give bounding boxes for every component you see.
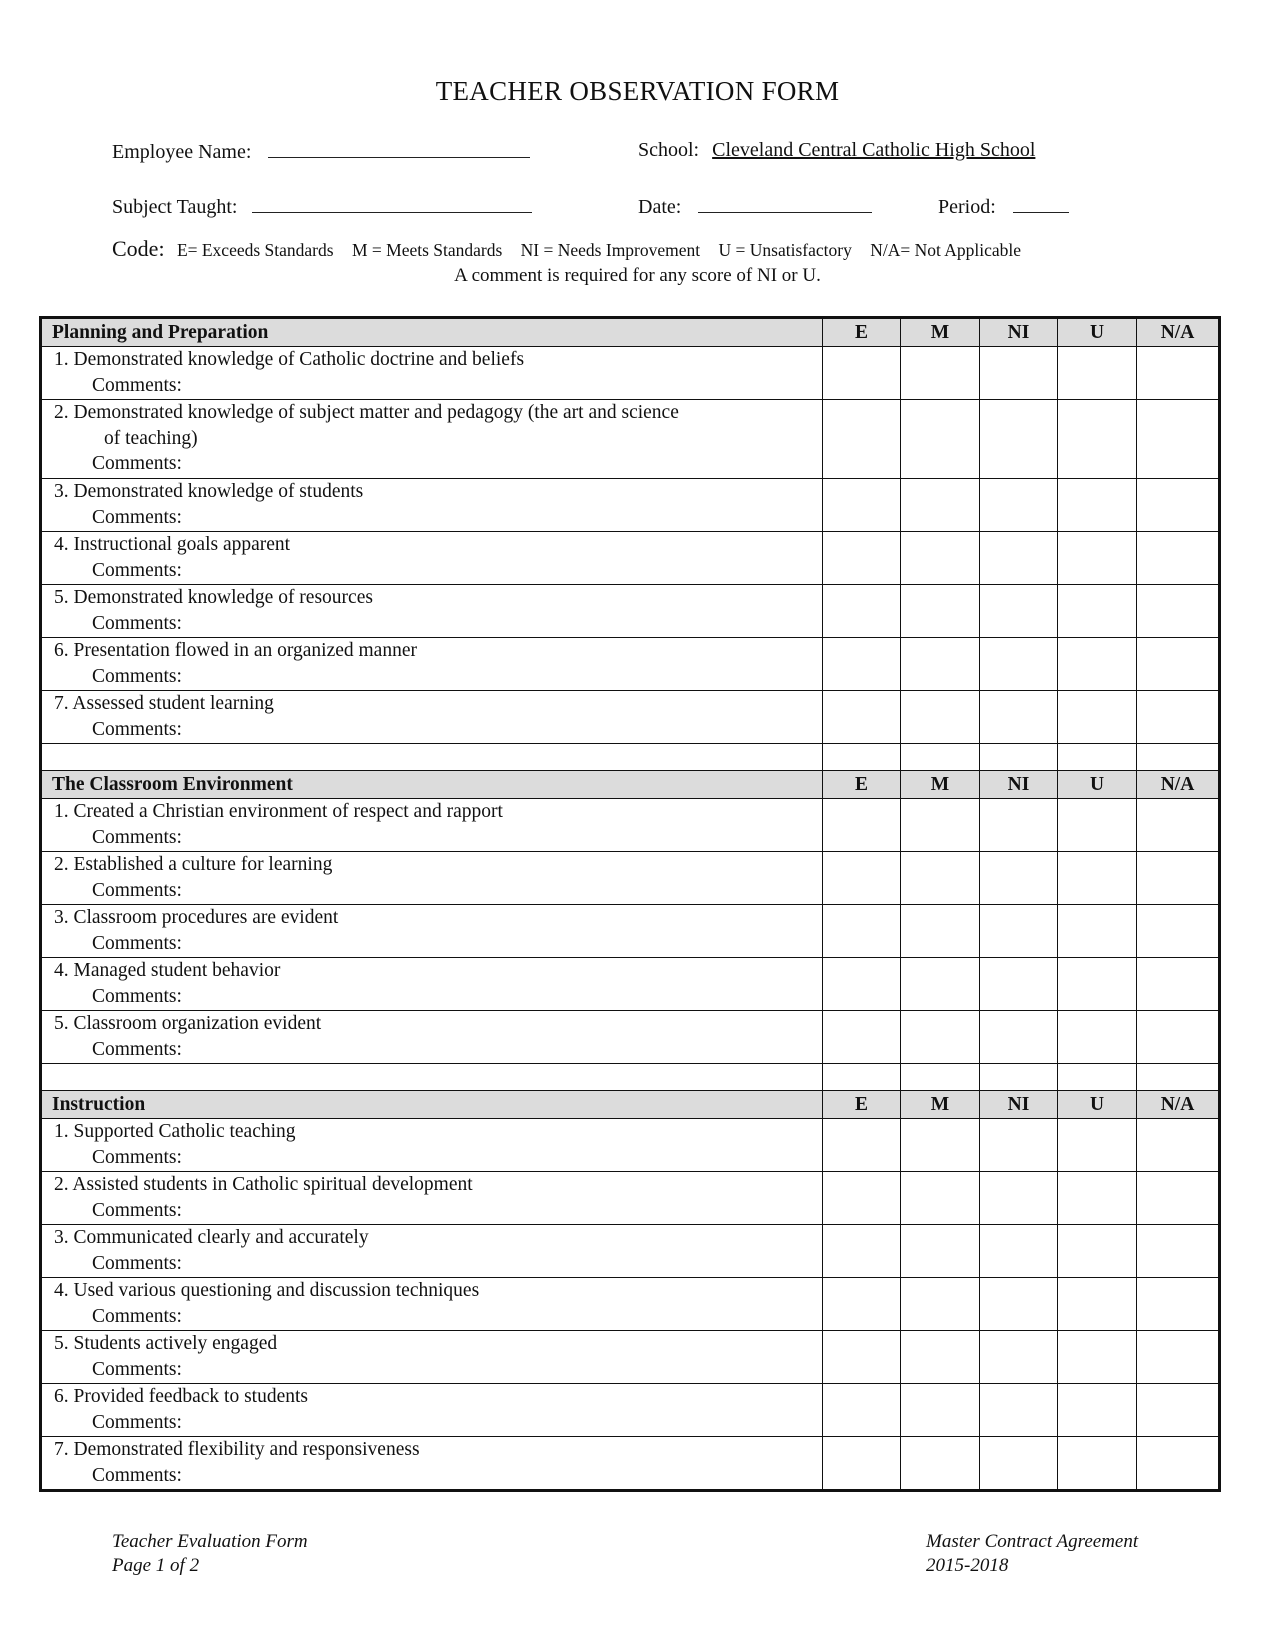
employee-name-blank[interactable]	[268, 139, 530, 158]
period-blank[interactable]	[1013, 194, 1069, 213]
rating-cell[interactable]	[823, 1119, 901, 1172]
criterion-label: 6. Provided feedback to students	[54, 1386, 308, 1407]
criterion-label: 5. Classroom organization evident	[54, 1013, 322, 1034]
spacer-cell	[823, 1064, 901, 1091]
rating-cell[interactable]	[980, 852, 1058, 905]
criterion-label: 3. Demonstrated knowledge of students	[54, 481, 364, 502]
comments-label: Comments:	[92, 879, 182, 901]
table-row	[41, 1437, 1220, 1491]
rating-cell[interactable]	[1137, 532, 1220, 585]
rating-cell[interactable]	[823, 1384, 901, 1437]
spacer-row	[41, 1064, 1220, 1091]
rating-cell[interactable]	[823, 532, 901, 585]
table-row	[41, 1331, 1220, 1384]
code-item: U = Unsatisfactory	[718, 240, 852, 260]
rating-cell[interactable]	[1058, 958, 1137, 1011]
section-title: The Classroom Environment	[41, 771, 823, 799]
rating-cell[interactable]	[980, 1278, 1058, 1331]
rating-column-header: NI	[980, 771, 1058, 799]
rating-cell[interactable]	[980, 958, 1058, 1011]
spacer-cell	[980, 744, 1058, 771]
comments-label: Comments:	[92, 1358, 182, 1380]
rating-cell[interactable]	[980, 691, 1058, 744]
rating-cell[interactable]	[823, 1331, 901, 1384]
rating-cell[interactable]	[1058, 1011, 1137, 1064]
table-row	[41, 1011, 1220, 1064]
rating-column-header: U	[1058, 1091, 1137, 1119]
comments-label: Comments:	[92, 1038, 182, 1060]
criterion-cell	[41, 852, 823, 905]
rating-column-header: E	[823, 1091, 901, 1119]
rating-cell[interactable]	[980, 400, 1058, 479]
rating-column-header: N/A	[1137, 771, 1220, 799]
rating-cell[interactable]	[901, 400, 980, 479]
rating-cell[interactable]	[980, 799, 1058, 852]
rating-cell[interactable]	[823, 1437, 901, 1491]
spacer-cell	[1058, 1064, 1137, 1091]
criterion-cell	[41, 691, 823, 744]
rating-cell[interactable]	[901, 1278, 980, 1331]
section-header-row	[41, 771, 1220, 799]
criterion-cell	[41, 1437, 823, 1491]
rating-column-header: N/A	[1137, 1091, 1220, 1119]
rating-cell[interactable]	[1058, 1119, 1137, 1172]
rating-cell[interactable]	[823, 1011, 901, 1064]
table-row	[41, 1278, 1220, 1331]
rating-cell[interactable]	[1137, 1011, 1220, 1064]
rating-cell[interactable]	[980, 479, 1058, 532]
rating-cell[interactable]	[1137, 852, 1220, 905]
criterion-cell	[41, 585, 823, 638]
section-title: Planning and Preparation	[41, 318, 823, 347]
rating-cell[interactable]	[980, 532, 1058, 585]
criterion-cell	[41, 958, 823, 1011]
rating-cell[interactable]	[1058, 532, 1137, 585]
rating-cell[interactable]	[1058, 585, 1137, 638]
criterion-label: 3. Classroom procedures are evident	[54, 907, 339, 928]
rating-column-header: E	[823, 771, 901, 799]
school-value: Cleveland Central Catholic High School	[712, 139, 1036, 161]
comments-label: Comments:	[92, 506, 182, 528]
criterion-label: 2. Assisted students in Catholic spiritual development	[54, 1174, 473, 1195]
rating-cell[interactable]	[1058, 1331, 1137, 1384]
criterion-cell	[41, 479, 823, 532]
page-title: TEACHER OBSERVATION FORM	[435, 76, 840, 106]
rating-cell[interactable]	[1058, 799, 1137, 852]
rating-cell[interactable]	[901, 585, 980, 638]
table-row	[41, 1225, 1220, 1278]
rating-cell[interactable]	[901, 1331, 980, 1384]
code-item: E= Exceeds Standards	[176, 240, 334, 260]
section-header-row	[41, 1091, 1220, 1119]
table-row	[41, 691, 1220, 744]
rating-cell[interactable]	[823, 905, 901, 958]
spacer-cell	[1137, 1064, 1220, 1091]
rating-cell[interactable]	[1058, 1172, 1137, 1225]
footer-page-number: Page 1 of 2	[112, 1555, 200, 1576]
code-item: M = Meets Standards	[351, 240, 503, 260]
criterion-label: 7. Assessed student learning	[54, 693, 274, 714]
criterion-cell	[41, 532, 823, 585]
criterion-cell	[41, 905, 823, 958]
criterion-cell	[41, 1172, 823, 1225]
rating-cell[interactable]	[1137, 1278, 1220, 1331]
school-label: School:	[638, 139, 700, 161]
rating-cell[interactable]	[1058, 691, 1137, 744]
observation-table	[39, 316, 1221, 1492]
comments-label: Comments:	[92, 1146, 182, 1168]
criterion-label: 1. Supported Catholic teaching	[54, 1121, 296, 1142]
table-row	[41, 799, 1220, 852]
criterion-label: 3. Communicated clearly and accurately	[54, 1227, 369, 1248]
rating-cell[interactable]	[1058, 852, 1137, 905]
footer-years: 2015-2018	[926, 1555, 1009, 1576]
table-row	[41, 1384, 1220, 1437]
rating-cell[interactable]	[1058, 479, 1137, 532]
rating-cell[interactable]	[823, 799, 901, 852]
table-row	[41, 1119, 1220, 1172]
comments-label: Comments:	[92, 985, 182, 1007]
comments-label: Comments:	[92, 1252, 182, 1274]
code-item: NI = Needs Improvement	[520, 240, 701, 260]
spacer-cell	[1137, 744, 1220, 771]
table-row	[41, 347, 1220, 400]
rating-cell[interactable]	[823, 1172, 901, 1225]
rating-cell[interactable]	[1137, 1384, 1220, 1437]
table-row	[41, 638, 1220, 691]
rating-cell[interactable]	[823, 691, 901, 744]
rating-cell[interactable]	[901, 799, 980, 852]
rating-cell[interactable]	[980, 1437, 1058, 1491]
spacer-cell	[901, 744, 980, 771]
criterion-label: 6. Presentation flowed in an organized manner	[54, 640, 417, 661]
rating-cell[interactable]	[1137, 1225, 1220, 1278]
rating-cell[interactable]	[901, 638, 980, 691]
rating-cell[interactable]	[1058, 1437, 1137, 1491]
section-header-row	[41, 318, 1220, 347]
rating-cell[interactable]	[823, 400, 901, 479]
rating-cell[interactable]	[901, 1437, 980, 1491]
subject-field[interactable]	[112, 194, 532, 219]
rating-column-header: M	[901, 318, 980, 347]
rating-cell[interactable]	[1137, 400, 1220, 479]
subject-label: Subject Taught:	[112, 196, 238, 218]
rating-cell[interactable]	[980, 347, 1058, 400]
rating-cell[interactable]	[980, 638, 1058, 691]
criterion-label: 4. Instructional goals apparent	[54, 534, 291, 555]
criterion-label: 4. Used various questioning and discussion techniques	[54, 1280, 480, 1301]
rating-cell[interactable]	[901, 691, 980, 744]
criterion-label: 1. Demonstrated knowledge of Catholic doctrine and beliefs	[54, 349, 525, 370]
code-label: Code:	[112, 236, 165, 261]
employee-name-label: Employee Name:	[112, 141, 252, 163]
rating-cell[interactable]	[823, 1225, 901, 1278]
rating-cell[interactable]	[1058, 638, 1137, 691]
spacer-cell	[823, 744, 901, 771]
spacer-cell	[41, 1064, 823, 1091]
criterion-cell	[41, 400, 823, 479]
rating-cell[interactable]	[1058, 400, 1137, 479]
rating-cell[interactable]	[901, 1225, 980, 1278]
criterion-label: 2. Established a culture for learning	[54, 854, 333, 875]
rating-cell[interactable]	[823, 585, 901, 638]
rating-cell[interactable]	[823, 638, 901, 691]
comments-label: Comments:	[92, 932, 182, 954]
rating-cell[interactable]	[901, 1119, 980, 1172]
rating-cell[interactable]	[980, 1119, 1058, 1172]
criterion-label: 5. Demonstrated knowledge of resources	[54, 587, 373, 608]
comments-label: Comments:	[92, 665, 182, 687]
rating-cell[interactable]	[1058, 347, 1137, 400]
rating-cell[interactable]	[901, 347, 980, 400]
date-label: Date:	[638, 196, 682, 218]
table-row	[41, 1172, 1220, 1225]
rating-cell[interactable]	[901, 852, 980, 905]
rating-column-header: M	[901, 771, 980, 799]
spacer-cell	[1058, 744, 1137, 771]
spacer-cell	[41, 744, 823, 771]
rating-cell[interactable]	[1137, 691, 1220, 744]
table-row	[41, 400, 1220, 479]
rating-cell[interactable]	[1137, 585, 1220, 638]
rating-cell[interactable]	[901, 1384, 980, 1437]
rating-cell[interactable]	[823, 852, 901, 905]
rating-cell[interactable]	[980, 1225, 1058, 1278]
rating-cell[interactable]	[823, 1278, 901, 1331]
rating-cell[interactable]	[901, 958, 980, 1011]
rating-cell[interactable]	[1058, 1225, 1137, 1278]
comments-label: Comments:	[92, 559, 182, 581]
criterion-cell	[41, 1119, 823, 1172]
criterion-label: 2. Demonstrated knowledge of subject matter and pedagogy (the art and science	[54, 402, 679, 423]
table-row	[41, 905, 1220, 958]
rating-column-header: U	[1058, 318, 1137, 347]
criterion-label: 7. Demonstrated flexibility and responsiveness	[54, 1439, 420, 1460]
criterion-cell	[41, 347, 823, 400]
date-blank[interactable]	[698, 194, 872, 213]
rating-cell[interactable]	[1058, 1278, 1137, 1331]
rating-cell[interactable]	[1137, 479, 1220, 532]
period-field[interactable]	[938, 194, 1069, 219]
spacer-cell	[901, 1064, 980, 1091]
comments-label: Comments:	[92, 374, 182, 396]
period-label: Period:	[938, 196, 996, 218]
spacer-row	[41, 744, 1220, 771]
rating-cell[interactable]	[980, 1331, 1058, 1384]
comments-label: Comments:	[92, 1411, 182, 1433]
rating-cell[interactable]	[901, 905, 980, 958]
rating-column-header: E	[823, 318, 901, 347]
rating-cell[interactable]	[1137, 1172, 1220, 1225]
rating-cell[interactable]	[1137, 347, 1220, 400]
rating-cell[interactable]	[980, 1384, 1058, 1437]
code-legend	[112, 236, 1021, 262]
code-item: N/A= Not Applicable	[870, 240, 1022, 260]
criterion-cell	[41, 638, 823, 691]
comments-label: Comments:	[92, 1199, 182, 1221]
rating-cell[interactable]	[980, 905, 1058, 958]
criterion-cell	[41, 1331, 823, 1384]
rating-cell[interactable]	[823, 479, 901, 532]
comments-label: Comments:	[92, 612, 182, 634]
rating-cell[interactable]	[1137, 638, 1220, 691]
rating-cell[interactable]	[823, 347, 901, 400]
rating-cell[interactable]	[901, 532, 980, 585]
rating-column-header: NI	[980, 318, 1058, 347]
date-field[interactable]	[638, 194, 872, 219]
footer-agreement: Master Contract Agreement	[926, 1531, 1139, 1552]
rating-cell[interactable]	[901, 1011, 980, 1064]
footer-left	[112, 1530, 308, 1578]
rating-cell[interactable]	[980, 1011, 1058, 1064]
rating-cell[interactable]	[1137, 1331, 1220, 1384]
rating-cell[interactable]	[1058, 1384, 1137, 1437]
table-row	[41, 585, 1220, 638]
rating-cell[interactable]	[1137, 905, 1220, 958]
employee-name-field[interactable]	[112, 139, 530, 164]
comments-label: Comments:	[92, 1305, 182, 1327]
criterion-label: 5. Students actively engaged	[54, 1333, 278, 1354]
rating-cell[interactable]	[1137, 958, 1220, 1011]
rating-cell[interactable]	[1137, 1119, 1220, 1172]
rating-column-header: M	[901, 1091, 980, 1119]
rating-column-header: U	[1058, 771, 1137, 799]
rating-cell[interactable]	[823, 958, 901, 1011]
criterion-label: 4. Managed student behavior	[54, 960, 281, 981]
comments-label: Comments:	[92, 1464, 182, 1486]
rating-cell[interactable]	[1137, 1437, 1220, 1491]
footer-right	[926, 1530, 1138, 1578]
criterion-cell	[41, 1278, 823, 1331]
criterion-label-continued: of teaching)	[104, 427, 198, 449]
rating-cell[interactable]	[1058, 905, 1137, 958]
spacer-cell	[980, 1064, 1058, 1091]
comment-requirement: A comment is required for any score of NI or U.	[454, 265, 821, 286]
table-row	[41, 479, 1220, 532]
rating-cell[interactable]	[980, 1172, 1058, 1225]
rating-cell[interactable]	[901, 1172, 980, 1225]
footer-form-name: Teacher Evaluation Form	[112, 1531, 308, 1552]
subject-blank[interactable]	[252, 194, 532, 213]
criterion-cell	[41, 1225, 823, 1278]
rating-column-header: N/A	[1137, 318, 1220, 347]
rating-cell[interactable]	[980, 585, 1058, 638]
school-field	[638, 139, 1035, 162]
rating-cell[interactable]	[1137, 799, 1220, 852]
rating-column-header: NI	[980, 1091, 1058, 1119]
rating-cell[interactable]	[901, 479, 980, 532]
table-row	[41, 958, 1220, 1011]
comments-label: Comments:	[92, 718, 182, 740]
comments-label: Comments:	[92, 826, 182, 848]
criterion-cell	[41, 1384, 823, 1437]
criterion-label: 1. Created a Christian environment of respect and rapport	[54, 801, 503, 822]
criterion-cell	[41, 1011, 823, 1064]
comments-label: Comments:	[92, 453, 182, 474]
criterion-cell	[41, 799, 823, 852]
table-row	[41, 852, 1220, 905]
section-title: Instruction	[41, 1091, 823, 1119]
table-row	[41, 532, 1220, 585]
